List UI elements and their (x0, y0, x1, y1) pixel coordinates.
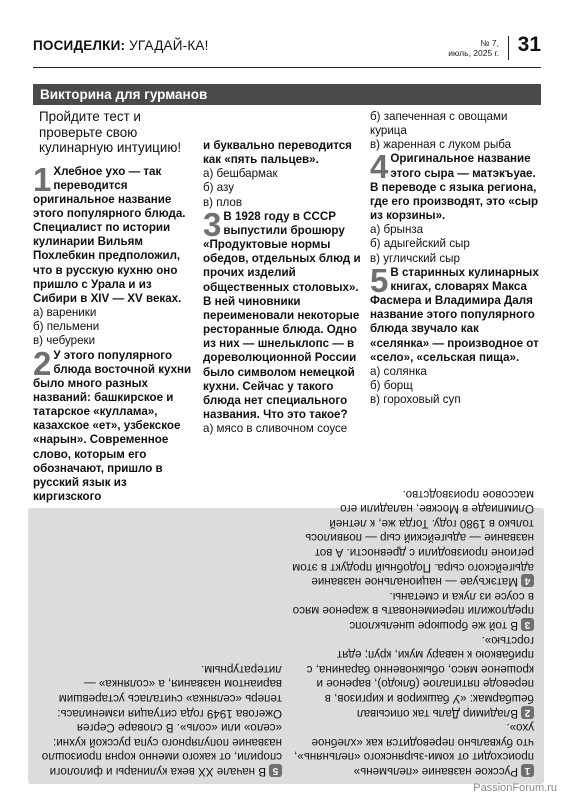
subsection-name: УГАДАЙ-КА! (129, 38, 209, 53)
answer-option: в) плов (203, 195, 243, 209)
answer-option: а) мясо в сливочном соусе (203, 422, 348, 436)
answer-badge: 5 (269, 764, 282, 777)
answer-option: а) бешбармак (203, 167, 278, 181)
question-text: В старинных кулинарных книгах, словарях Макса Фасмера и Владимира Даля название этого популярного блюда звучало как «селянка» — производное от «село», «сельская пища». (370, 265, 539, 364)
question-text-continued: и буквально переводится как «пять пальцев». (203, 139, 352, 167)
issue-number: № 7, (480, 38, 499, 48)
section-name: ПОСИДЕЛКИ: (33, 38, 126, 53)
question-number: 1 (33, 160, 52, 198)
answer-4 (291, 486, 534, 588)
answer-option: б) азу (203, 181, 235, 195)
answer-text: В той же брошюре шнельклопс предложили переименовать в жареное мясо в соусе из лука и сметаны. (292, 589, 534, 633)
answer-badge: 4 (521, 574, 534, 587)
answer-badge: 2 (521, 706, 534, 719)
question-number: 4 (370, 148, 389, 186)
question-number: 3 (203, 205, 222, 243)
answer-option: б) борщ (370, 378, 413, 392)
quiz-column-3 (370, 110, 541, 407)
question-1 (33, 160, 196, 307)
answer-option: а) вареники (33, 306, 97, 320)
answer-option: б) адыгейский сыр (370, 237, 470, 251)
watermark: PassionForum.ru (473, 782, 557, 794)
answers-column-2 (38, 661, 282, 778)
quiz-intro: Пройдите тест и проверьте свою кулинарную интуицию! (39, 109, 182, 155)
answer-badge: 1 (521, 764, 534, 777)
page-separator (508, 36, 510, 60)
issue-date: июль, 2025 г. (448, 48, 499, 58)
answer-3 (291, 588, 534, 632)
answer-text: Русское название «пельмень» происходит от коми-зырянского «пельнянь», что буквально переводится как «хлебное ухо». (294, 721, 534, 778)
quiz-column-2 (203, 139, 363, 436)
page-header (33, 28, 541, 68)
quiz-banner: Викторина для гурманов (33, 84, 541, 105)
question-number: 5 (370, 261, 389, 299)
question-text: Оригинальное название этого сыра — матэкъуае. В переводе с языка региона, где его производят, это «сыр из корзины». (370, 152, 539, 223)
answer-option: в) чебуреки (33, 334, 96, 348)
answer-option: в) угличский сыр (370, 251, 460, 265)
answer-text: Матэкъуае — национальное название адыгейского сыра. Подобный продукт в этом регионе производили с древности. А вот название — адыгейский сыр — появилось только в 1980 году. Тогда же, к летней Олимпиаде в Москве, наладили его массовое производство. (292, 487, 534, 589)
answer-5 (38, 661, 282, 778)
quiz-column-1 (33, 109, 196, 504)
question-text: В ней чиновники переименовали некоторые ресторанные блюда. Одно из них — шнельклопс — в дореволюционной России было символом немецкой кухни. Сейчас у такого блюда нет специального названия. Что это такое? (203, 294, 360, 421)
page-number: 31 (517, 33, 541, 56)
question-text: У этого популярного блюда восточной кухни было много разных названий: башкирское и татарское «куллама», казахское «ет», узбекское «нарын». Современное слово, которым его обозначают, пришло в русский язык из киргизского (33, 348, 192, 504)
answer-text: Владимир Даль так описывал бешбармак: «У башкиров и киргизов, в переводе пятипалое (блюдо), вареное и крошеное мясо, обыкновенно баранина, с прибавкою к навару муки, круп; едят горстью». (306, 633, 534, 720)
issue-info (448, 38, 499, 58)
question-5 (370, 261, 541, 365)
answer-option: в) жаренная с луком рыба (370, 138, 512, 152)
answer-text: В начале XX века кулинары и филологи спорили, от какого именно корня произошло название популярного супа русской кухни: «село» или «соль». В словаре Сергея Ожегова 1949 года ситуация изменилась: теперь «селянка» считалась устаревшим вариантом названия, а «солянка» — литературным. (41, 662, 282, 778)
answer-option: б) запеченная с овощами курица (370, 110, 508, 138)
section-title (33, 38, 209, 53)
answer-option: а) брынза (370, 223, 424, 237)
answer-option: б) пельмени (33, 320, 100, 334)
answer-2 (291, 632, 534, 720)
question-text: Хлебное ухо — так переводится оригинальное название этого популярного блюда. Специалист по истории кулинарии Вильям Похлебкин предположил, что в русскую кухню оно пришло с Урала и из Сибири в XIV — XV веках. (33, 164, 186, 305)
answer-badge: 3 (521, 618, 534, 631)
answer-option: в) гороховый суп (370, 393, 461, 407)
question-number: 2 (33, 344, 52, 382)
question-2 (33, 344, 196, 505)
answer-1 (291, 720, 534, 778)
question-text: В 1928 году в СССР выпустили брошюру «Продуктовые нормы обедов, отдельных блюд и прочих изделий общественных столовых». (203, 209, 361, 294)
answers-rotated (28, 487, 544, 784)
answer-option: а) солянка (370, 364, 427, 378)
answers-box (28, 487, 544, 784)
answers-column-1 (291, 486, 534, 778)
question-3 (203, 205, 363, 422)
question-4 (370, 148, 541, 223)
